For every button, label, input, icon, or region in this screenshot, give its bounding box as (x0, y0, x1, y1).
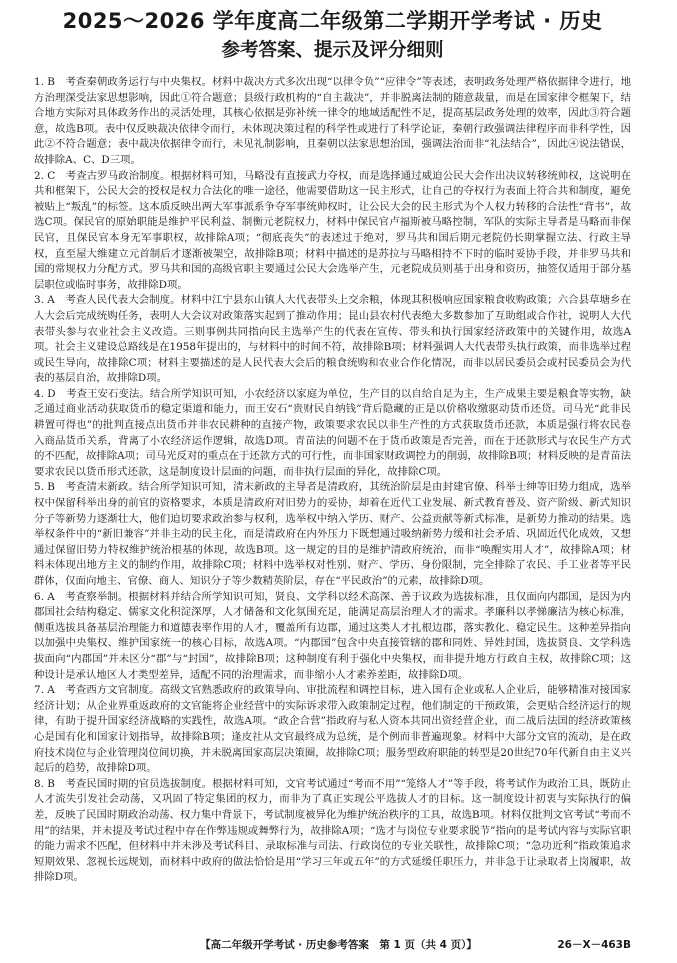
answer-item-3: 3. A 考查人民代表大会制度。材料中江宁县东山镇人大代表带头上交余粮，体现其积极响应国家粮食收购政策；六合县草塘乡在人大会后完成统购任务，表明人大会议对政策落实起到了推动作用；昆山县农村代表绝大多数参加了互助组或合作社，说明人大代表带头参与农业社会主义改造。三则事例共同指向民主选举产生的代表在宣传、带头和执行国家经济政策中的关键作用，故选A项。社会主义建设总路线是在1958年提出的，与材料中的时间不符，故排除B项；材料强调人大代表带头执行政策，而非选举过程或民生导向，故排除C项；材料主要描述的是人民代表大会后的粮食统购和农业合作化情况，而非以居民委员会或村民委员会为代表的基层自治，故排除D项。 (34, 294, 631, 385)
answer-item-2: 2. C 考查古罗马政治制度。根据材料可知，马略没有直接武力夺权，而是选择通过威迫公民大会作出决议转移统帅权，这说明在共和框架下，公民大会的授权是权力合法化的唯一途径，他需要借助这一民主形式，让自己的夺权行为表面上符合共和制度，避免被贴上“叛乱”的标签。这本质反映出两大军事派系争夺军事统帅权时，让公民大会的民主形式为个人权力转移的合法性“背书”，故选C项。保民官的原始职能是维护平民利益、制衡元老院权力，材料中保民官卢福斯被马略控制，军队的实际主导者是马略而非保民官，且保民官本身无军事职权，故排除A项；“彻底丧失”的表述过于绝对，罗马共和国后期元老院仍长期掌握立法、行政主导权，直至屋大维建立元首制后才逐渐被架空，故排除B项；材料中描述的是苏拉与马略相持不下时的临时妥协手段，并非罗马共和国的常规权力分配方式。罗马共和国的高级官职主要通过公民大会选举产生，元老院成员则基于出身和资历，抽签仅适用于部分基层职位或临时事务，故排除D项。 (34, 169, 631, 291)
page-footer (0, 937, 677, 953)
footer-page-info: 【高二年级开学考试 · 历史参考答案 第 1 页（共 4 页）】 (200, 939, 477, 951)
answer-list (34, 75, 631, 886)
answer-item-4: 4. D 考查王安石变法。结合所学知识可知，小农经济以家庭为单位，生产目的以自给自足为主，生产成果主要是粮食等实物，缺乏通过商业活动获取货币的稳定渠道和能力，而王安石“贵财民自纳钱”背后隐藏的正是以价格收缴驱动货币还贷。司马光“此非民耕置可得也”的批判直接点出货币并非农民耕种的直接产物，政策要求农民以非生产性的方式获取货币还款，本质是强行将农民卷入商品货币关系，背离了小农经济运作逻辑，故选D项。青苗法的问题不在于货币政策是否完善，而在于还款形式与农民生产方式的不匹配，故排除A项；司马光反对的重点在于还款方式的可行性，而非国家财政调控力的削弱，故排除B项；材料反映的是青苗法要求农民以货币形式还款，这是制度设计层面的问题，而非执行层面的异化，故排除C项。 (34, 387, 632, 478)
answer-item-7: 7. A 考查西方文官制度。高级文官熟悉政府的政策导向、审批流程和调控目标，进入国有企业或私人企业后，能够精准对接国家经济计划；从企业界重返政府的文官能将企业经营中的实际诉求带入政策制定过程，他们制定的干预政策，会更贴合经济运行的规律，有助于提升国家经济战略的实践性，故选A项。“政企合营”指政府与私人资本共同出资经营企业，而二战后法国的经济政策核心是国有化和国家计划指导，故排除B项；逢皮社从文官最终成为总统，是个例而非普遍现象。材料中大部分文官的流动，是在政府技术岗位与企业管理岗位间切换，并未脱离国家高层决策圈，故排除C项；服务型政府职能的转型是20世纪70年代新自由主义兴起后的趋势，故排除D项。 (34, 684, 631, 775)
answer-item-8: 8. B 考查民国时期的官员选拔制度。根据材料可知，文官考试通过“考而不用”“笼络人才”等手段，将考试作为政治工具，既防止人才流失引发社会动荡，又巩固了特定集团的权力，而非为了真正实现公平选拔人才的目标。这一制度设计初衷与实际执行的偏差，反映了民国时期政治动荡、权力集中背景下，考试制度被异化为维护统治秩序的工具，故选B项。材料仅批判文官考试“考而不用”的结果，并未提及考试过程中存在作弊违规或舞弊行为，故排除A项；“选才与岗位专业要求脱节”指向的是考试内容与实际官职的能力需求不匹配，但材料中并未涉及考试科目、录取标准与司法、行政岗位的专业关联性，故排除C项；“急功近利”指政策追求短期效果、忽视长远规划，而材料中政府的做法恰恰是用“学习三年或五年”的方式延缓任职压力，并非急于让录取者上岗履职，故排除D项。 (34, 777, 631, 884)
page-title: 2025～2026 学年度高二年级第二学期开学考试 · 历史 (62, 9, 603, 33)
answer-item-6: 6. A 考查察举制。根据材料并结合所学知识可知，贤良、文学科以经术高深、善于议政为选拔标准，且仅面向内郡国，是因为内郡国社会结构稳定、儒家文化积淀深厚，人才储备和文化氛围充足，能满足高层治理人才的需求。孝廉科以孝悌廉洁为核心标准，侧重选拔具备基层治理能力和道德表率作用的人才，覆盖所有边郡，通过这类人才扎根边郡，落实教化、稳定民生。这种差异指向以加强中央集权、维护国家统一的核心目标，故选A项。“内郡国”包含中央直接管辖的郡和同姓、异姓封国，选拔贤良、文学科选拔面向“内郡国”并未区分“郡”与“封国”，故排除B项；这种制度有利于强化中央集权，而非提升地方行政自主权，故排除C项；这种设计是承认地区人才类型差异，适配不同的治理需求，而非缩小人才素养差距，故排除D项。 (34, 590, 631, 681)
answer-item-1: 1. B 考查秦朝政务运行与中央集权。材料中裁决方式多次出现“以律令负”“应律令”等表述，表明政务处理严格依据律令进行，地方治理深受法家思想影响，因此①符合题意；县级行政机构的“自主裁决”，并非脱离法制的随意裁量，而是在国家律令框架下，结合地方实际对具体政务作出的灵活处理，其核心依据是弥补统一律令的地域适配性不足，提高基层政务处理的效率，因此③符合题意，故选B项。表中仅反映裁决依律令而行，未体现决策过程的科学性或进行了科学论证，秦朝行政强调法律程序而非科学性，因此②不符合题意；表中裁决依据律令而行，未见礼制影响，且秦朝以法家思想治国，强调法治而非“礼法结合”，因此④说法错误，故排除A、C、D三项。 (34, 76, 631, 166)
footer-exam-code: 26－X－463B (557, 939, 631, 951)
page-subtitle: 参考答案、提示及评分细则 (221, 40, 444, 61)
answer-item-5: 5. B 考查清末新政。结合所学知识可知，清末新政的主导者是清政府，其统治阶层是由封建官僚、科举士绅等旧势力组成，选举权中保留科举出身的前官的资格要求，本质是清政府对旧势力的妥协，却着在近代工业发展、新式教育普及、资产阶级、新式知识分子等新势力逐渐壮大，他们迫切要求政治参与权利，选举权中纳入学历、财产、公益贡献等新式标准，是新势力推动的结果。选举权条件中的“新旧兼容”并非主动的民主化，而是清政府在内外压力下既想通过吸纳新势力缓和社会矛盾、巩固近代化成效，又想通过保留旧势力特权维护统治根基的体现，故选B项。这一规定的目的是维护清政府统治，而非“唤醒实用人才”，故排除A项；材料未体现出地方主义的制约作用，故排除C项；材料中选举权对性别、财产、学历、身份限制，完全排除了农民、手工业者等平民群体，仅面向地主、官僚、商人、知识分子等少数精英阶层，存在“平民政治”的元素，故排除D项。 (34, 481, 631, 587)
